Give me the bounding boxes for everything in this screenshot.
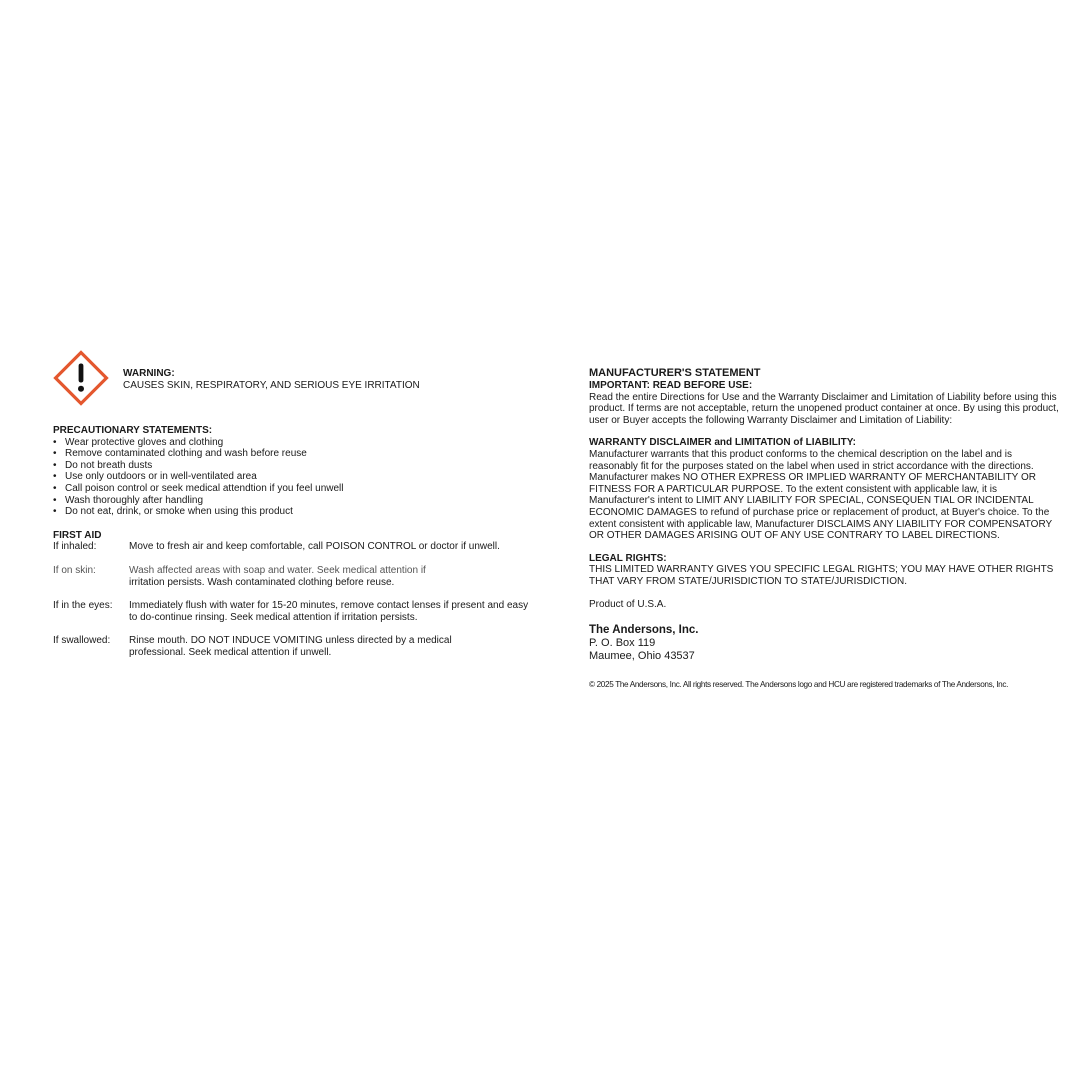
legal-text: THIS LIMITED WARRANTY GIVES YOU SPECIFIC LEGAL RIGHTS; YOU MAY HAVE OTHER RIGHTS THAT VARY FROM STATE/JURISDICTION TO STATE/JURISDICTION. xyxy=(589,564,1054,587)
warning-statement: CAUSES SKIN, RESPIRATORY, AND SERIOUS EYE IRRITATION xyxy=(123,379,420,391)
first-aid-skin xyxy=(53,565,543,588)
exclamation-hazard-icon xyxy=(53,350,109,406)
first-aid-text: Move to fresh air and keep comfortable, call POISON CONTROL or doctor if unwell. xyxy=(129,541,500,553)
first-aid-swallowed xyxy=(53,635,543,658)
copyright-notice: © 2025 The Andersons, Inc. All rights reserved. The Andersons logo and HCU are registered trademarks of The Andersons, Inc. xyxy=(589,680,1009,690)
first-aid-label: If on skin: xyxy=(53,564,96,576)
first-aid-text: Rinse mouth. DO NOT INDUCE VOMITING unless directed by a medical professional. Seek medical attention if unwell. xyxy=(129,635,452,658)
warning-heading: WARNING: xyxy=(123,368,175,379)
warning-text xyxy=(123,368,420,391)
warranty-heading: WARRANTY DISCLAIMER and LIMITATION of LIABILITY: xyxy=(589,437,857,449)
list-item: • Remove contaminated clothing and wash before reuse xyxy=(53,448,543,460)
list-item: • Do not breath dusts xyxy=(53,460,543,472)
warning-block xyxy=(53,350,543,408)
first-aid-text: Immediately flush with water for 15-20 minutes, remove contact lenses if present and easy to do-continue rinsing. Seek medical attention if irritation persists. xyxy=(129,600,529,623)
first-aid-label: If inhaled: xyxy=(53,541,97,553)
company-name: The Andersons, Inc. xyxy=(589,624,699,637)
address-line-2: Maumee, Ohio 43537 xyxy=(589,650,695,663)
list-item: • Wear protective gloves and clothing xyxy=(53,437,543,449)
important-heading: IMPORTANT: READ BEFORE USE: xyxy=(589,380,753,391)
first-aid-text-continued: irritation persists. Wash contaminated clothing before reuse. xyxy=(129,576,395,588)
left-column xyxy=(53,350,543,671)
product-origin: Product of U.S.A. xyxy=(589,598,667,610)
first-aid-inhaled xyxy=(53,541,543,553)
manufacturer-title: MANUFACTURER'S STATEMENT xyxy=(589,367,761,379)
first-aid-label: If in the eyes: xyxy=(53,600,113,612)
warranty-text: Manufacturer warrants that this product conforms to the chemical description on the label and is reasonably fit for the purposes stated on the label when used in strict accordance with the directions. Manufacturer makes NO OTHER EXPRESS OR IMPLIED WARRANTY OF MERCHANTABILITY OR FITNESS FOR A PARTICULAR PURPOSE. To the extent consistent with applicable law, it is Manufacturer's intent to LIMIT ANY LIABILITY FOR SPECIAL, CONSEQUEN TIAL OR INCIDENTAL ECONOMIC DAMAGES to refund of purchase price or replacement of product, at Buyer's choice. To the extent consistent with applicable law, Manufacturer DISCLAIMS ANY LIABILITY FOR COMPENSATORY OR OTHER DAMAGES ARISING OUT OF ANY USE CONTRARY TO LABEL DIRECTIONS. xyxy=(589,448,1052,542)
first-aid-text: Wash affected areas with soap and water. Seek medical attention if xyxy=(129,564,426,576)
list-item: • Call poison control or seek medical attendtion if you feel unwell xyxy=(53,483,543,495)
list-item: • Wash thoroughly after handling xyxy=(53,495,543,507)
first-aid-heading: FIRST AID xyxy=(53,529,102,541)
address-line-1: P. O. Box 119 xyxy=(589,637,656,650)
important-text: Read the entire Directions for Use and the Warranty Disclaimer and Limitation of Liability before using this product. If terms are not acceptable, return the unopened product container at once. By using this product, user or Buyer accepts the following Warranty Disclaimer and Limitation of Liability: xyxy=(589,391,1059,426)
list-item: • Do not eat, drink, or smoke when using this product xyxy=(53,506,543,518)
list-item: • Use only outdoors or in well-ventilated area xyxy=(53,471,543,483)
first-aid-eyes xyxy=(53,600,543,623)
precautionary-list xyxy=(53,437,543,518)
first-aid-label: If swallowed: xyxy=(53,635,111,647)
right-column xyxy=(589,367,1059,690)
precautionary-heading: PRECAUTIONARY STATEMENTS: xyxy=(53,425,213,436)
legal-heading: LEGAL RIGHTS: xyxy=(589,552,667,564)
